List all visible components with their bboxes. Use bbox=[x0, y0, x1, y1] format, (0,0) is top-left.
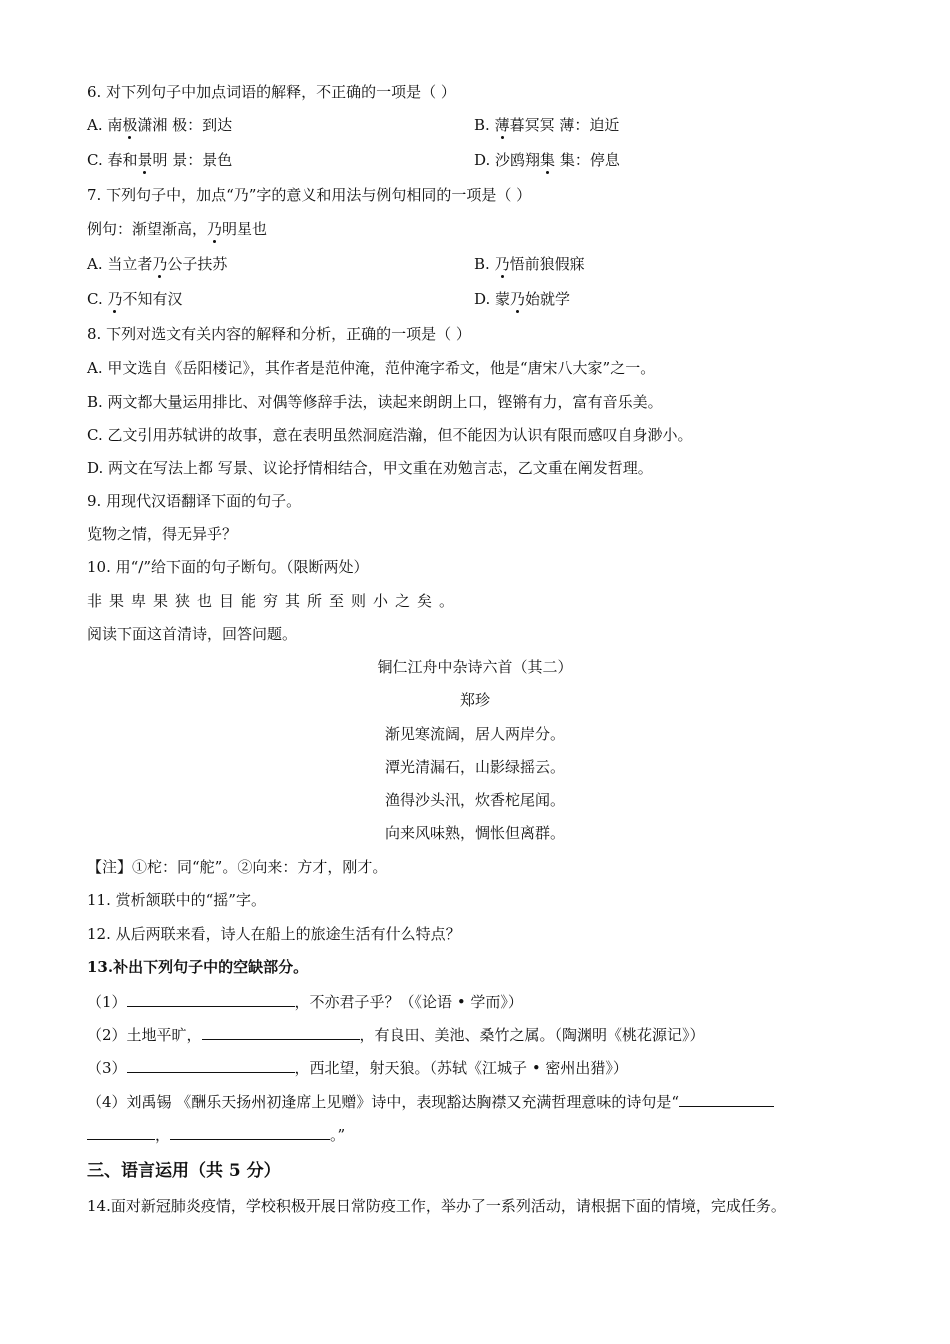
emphasis-dot-char: 薄 bbox=[494, 116, 510, 134]
q7-option-d: D. 蒙乃始就学 bbox=[474, 290, 571, 308]
poem-line: 渐见寒流阔，居人两岸分。 bbox=[384, 725, 565, 743]
emphasis-dot-char: 极 bbox=[122, 116, 138, 134]
emphasis-dot-char: 乃 bbox=[494, 255, 510, 273]
poem-line: 潭光清漏石，山影绿摇云。 bbox=[384, 758, 565, 776]
q7-option-a: A. 当立者乃公子扶苏 bbox=[87, 255, 228, 273]
q6-option-a: A. 南极潇湘 极：到达 bbox=[87, 116, 233, 134]
q6-option-c: C. 春和景明 景：景色 bbox=[87, 151, 233, 169]
q6-option-b: B. 薄暮冥冥 薄：迫近 bbox=[474, 116, 620, 134]
q8-option-a: A. 甲文选自《岳阳楼记》，其作者是范仲淹，范仲淹字希文，他是“唐宋八大家”之一。 bbox=[87, 359, 656, 377]
emphasis-dot-char: 景 bbox=[137, 151, 153, 169]
q13-item-3: （3） ，西北望，射天狼。（苏轼《江城子 • 密州出猎》） bbox=[87, 1059, 628, 1077]
answer-blank[interactable] bbox=[679, 1091, 774, 1107]
poem-line: 渔得沙头汛，炊香柁尾闻。 bbox=[384, 791, 565, 809]
section-3-title: 三、语言运用（共 5 分） bbox=[87, 1161, 281, 1181]
poem-note: 【注】①柁：同“舵”。②向来：方才，刚才。 bbox=[87, 858, 388, 876]
poem-intro: 阅读下面这首清诗，回答问题。 bbox=[87, 625, 298, 643]
q7-example: 例句：渐望渐高，乃明星也 bbox=[87, 220, 268, 238]
poem-author: 郑珍 bbox=[459, 691, 490, 709]
poem-line: 向来风味熟，惆怅但离群。 bbox=[384, 824, 565, 842]
q14-stem: 14.面对新冠肺炎疫情，学校积极开展日常防疫工作，举办了一系列活动，请根据下面的情境，完成任务。 bbox=[87, 1197, 786, 1215]
emphasis-dot-char: 乃 bbox=[152, 255, 168, 273]
q9-sentence: 览物之情，得无异乎？ bbox=[87, 525, 238, 543]
q13-item-4-cont: ， 。” bbox=[87, 1124, 345, 1145]
answer-blank[interactable] bbox=[87, 1124, 155, 1140]
q7-stem: 7. 下列句子中，加点“乃”字的意义和用法与例句相同的一项是（ ） bbox=[87, 186, 532, 204]
q11-stem: 11. 赏析颔联中的“摇”字。 bbox=[87, 891, 266, 909]
q6-option-d: D. 沙鸥翔集 集：停息 bbox=[474, 151, 620, 169]
answer-blank[interactable] bbox=[170, 1124, 330, 1140]
q13-item-1: （1） ，不亦君子乎？（《论语 • 学而》） bbox=[87, 993, 523, 1011]
emphasis-dot-char: 集 bbox=[540, 151, 556, 169]
q10-sentence: 非果卑果狭也目能穷其所至则小之矣。 bbox=[87, 592, 462, 610]
q7-option-b: B. 乃悟前狼假寐 bbox=[474, 255, 585, 273]
q7-option-c: C. 乃不知有汉 bbox=[87, 290, 183, 308]
q13-item-2: （2）土地平旷， ，有良田、美池、桑竹之属。（陶渊明《桃花源记》） bbox=[87, 1026, 705, 1044]
q6-stem: 6. 对下列句子中加点词语的解释，不正确的一项是（ ） bbox=[87, 83, 456, 101]
answer-blank[interactable] bbox=[127, 1057, 295, 1073]
emphasis-dot-char: 乃 bbox=[510, 290, 526, 308]
q8-option-c: C. 乙文引用苏轼讲的故事，意在表明虽然洞庭浩瀚，但不能因为认识有限而感叹自身渺小。 bbox=[87, 426, 693, 444]
q13-item-4: （4）刘禹锡 《酬乐天扬州初逢席上见赠》诗中，表现豁达胸襟又充满哲理意味的诗句是“ bbox=[87, 1091, 774, 1112]
answer-blank[interactable] bbox=[202, 1024, 360, 1040]
q13-stem: 13.补出下列句子中的空缺部分。 bbox=[87, 958, 309, 976]
emphasis-dot-char: 乃 bbox=[207, 220, 223, 238]
emphasis-dot-char: 乃 bbox=[107, 290, 123, 308]
answer-blank[interactable] bbox=[127, 991, 295, 1007]
q12-stem: 12. 从后两联来看，诗人在船上的旅途生活有什么特点？ bbox=[87, 925, 461, 943]
q8-option-d: D. 两文在写法上都 写景、议论抒情相结合，甲文重在劝勉言志，乙文重在阐发哲理。 bbox=[87, 459, 653, 477]
q8-stem: 8. 下列对选文有关内容的解释和分析，正确的一项是（ ） bbox=[87, 325, 471, 343]
q10-stem: 10. 用“/”给下面的句子断句。（限断两处） bbox=[87, 558, 369, 576]
q9-stem: 9. 用现代汉语翻译下面的句子。 bbox=[87, 492, 302, 510]
q8-option-b: B. 两文都大量运用排比、对偶等修辞手法，读起来朗朗上口，铿锵有力，富有音乐美。 bbox=[87, 393, 663, 411]
poem-title: 铜仁江舟中杂诗六首（其二） bbox=[377, 658, 573, 676]
